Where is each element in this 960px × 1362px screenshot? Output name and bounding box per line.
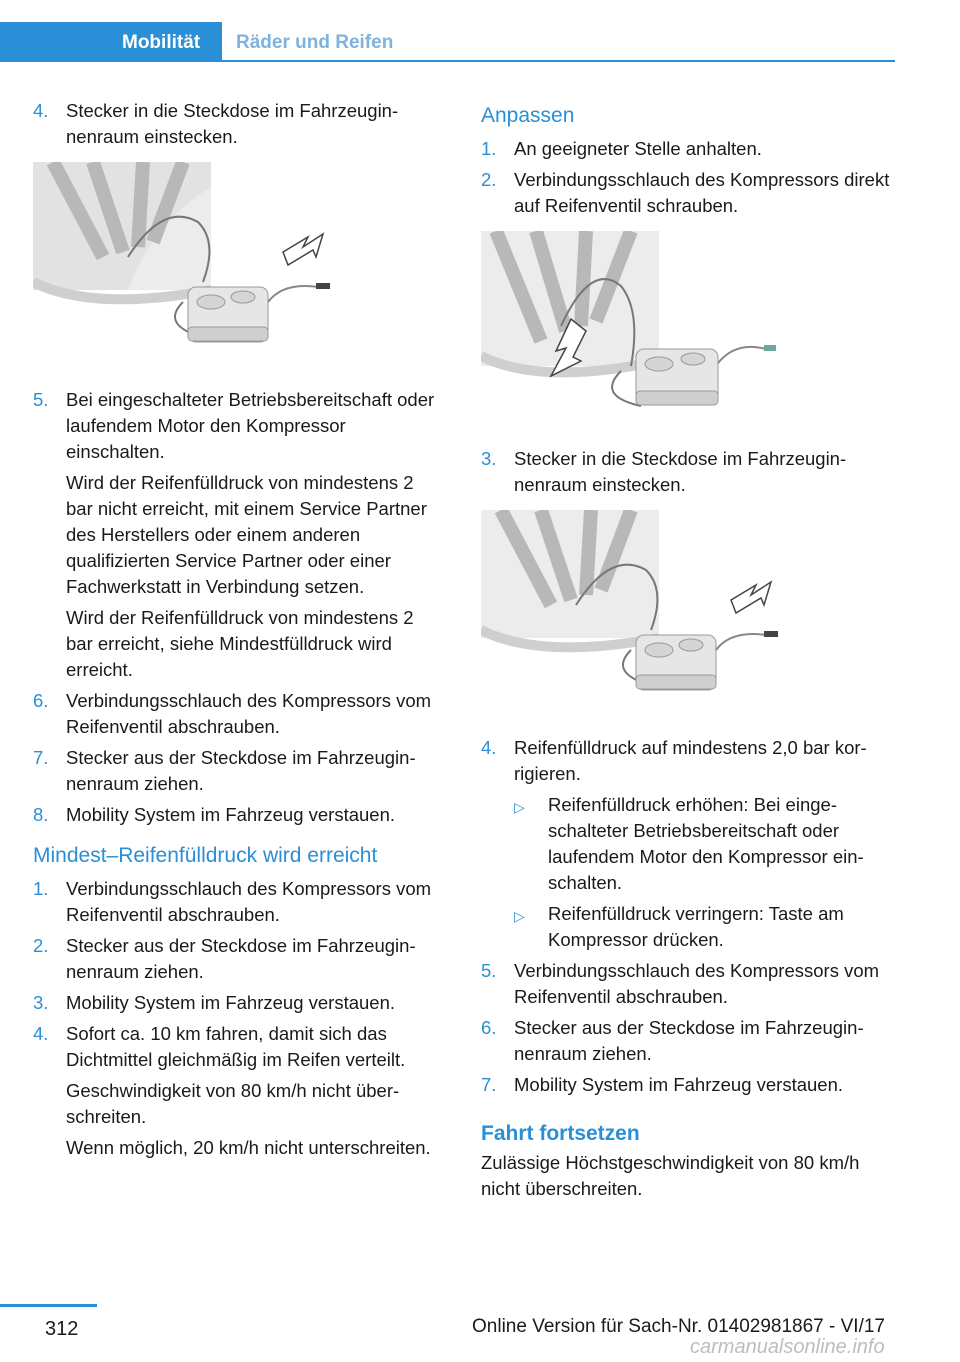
step-number: 5. <box>33 389 49 410</box>
step-paragraph: Geschwindigkeit von 80 km/h nicht überschreiten. <box>66 1080 400 1127</box>
compressor-figure <box>481 510 893 717</box>
bullet-text: Reifenfülldruck verringern: Taste am Kompressor drücken. <box>548 903 844 950</box>
bullet-item <box>514 901 893 953</box>
list-item <box>481 167 893 219</box>
step-text: Stecker in die Steckdose im Fahrzeuginnenraum einstecken. <box>66 100 399 147</box>
list-item <box>33 1021 445 1073</box>
step-text: Sofort ca. 10 km fahren, damit sich das Dichtmittel gleichmäßig im Reifen verteilt. <box>66 1023 406 1070</box>
list-item <box>481 958 893 1010</box>
list-item <box>33 387 445 465</box>
bullet-item <box>514 792 893 896</box>
step-text: Stecker aus der Steckdose im Fahrzeuginnenraum ziehen. <box>514 1017 864 1064</box>
step-number: 6. <box>481 1017 497 1038</box>
step-text: Verbindungsschlauch des Kompressors vom Reifenventil abschrauben. <box>514 960 880 1007</box>
bullet-text: Reifenfülldruck erhöhen: Bei eingeschalteter Betriebsbereitschaft oder laufendem Motor den Kompressor einschalten. <box>548 794 864 893</box>
step-number: 6. <box>33 690 49 711</box>
list-item <box>33 990 445 1016</box>
step-number: 4. <box>481 737 497 758</box>
page-number: 312 <box>45 1318 79 1340</box>
online-version-note: Online Version für Sach-Nr. 01402981867 - VI/17 <box>472 1316 885 1337</box>
step-text: Stecker in die Steckdose im Fahrzeuginnenraum einstecken. <box>514 448 847 495</box>
header-tabs <box>0 22 895 62</box>
step-text: Mobility System im Fahrzeug verstauen. <box>66 992 396 1013</box>
valve-figure <box>481 231 893 428</box>
section-heading: Fahrt fortsetzen <box>481 1122 640 1145</box>
list-item <box>481 1015 893 1067</box>
body-text: Zulässige Höchstgeschwindigkeit von 80 km/h nicht überschreiten. <box>481 1152 860 1199</box>
step-text: Bei eingeschalteter Betriebsbereitschaft oder laufendem Motor den Kompressor einschalten. <box>66 389 435 462</box>
step-number: 1. <box>33 878 49 899</box>
list-item <box>33 802 445 828</box>
compressor-figure <box>33 162 445 369</box>
triangle-right-icon: ▷ <box>514 799 525 815</box>
valve-illustration <box>481 231 791 421</box>
list-item <box>481 136 893 162</box>
section-heading: Mindest–Reifenfülldruck wird erreicht <box>33 844 378 867</box>
step-number: 8. <box>33 804 49 825</box>
tab-raeder-und-reifen[interactable]: Räder und Reifen <box>236 32 394 53</box>
step-number: 4. <box>33 100 49 121</box>
list-item <box>33 688 445 740</box>
step-number: 7. <box>481 1074 497 1095</box>
list-item <box>33 745 445 797</box>
step-paragraph: Wird der Reifenfülldruck von mindestens 2 bar erreicht, siehe Mindestfülldruck wird erreicht. <box>66 607 414 680</box>
compressor-illustration <box>481 510 791 710</box>
step-text: Stecker aus der Steckdose im Fahrzeuginnenraum ziehen. <box>66 747 416 794</box>
step-text: Verbindungsschlauch des Kompressors vom Reifenventil abschrauben. <box>66 878 432 925</box>
step-number: 3. <box>33 992 49 1013</box>
list-item <box>33 933 445 985</box>
step-text: Mobility System im Fahrzeug verstauen. <box>66 804 396 825</box>
list-item <box>481 1072 893 1098</box>
step-number: 1. <box>481 138 497 159</box>
step-number: 2. <box>33 935 49 956</box>
step-text: An geeigneter Stelle anhalten. <box>514 138 762 159</box>
right-column <box>481 98 893 1202</box>
section-heading: Anpassen <box>481 104 575 127</box>
step-number: 2. <box>481 169 497 190</box>
tab-mobilitaet[interactable]: Mobilität <box>0 22 222 62</box>
step-paragraph: Wenn möglich, 20 km/h nicht unterschreiten. <box>66 1137 431 1158</box>
page-number-bar <box>0 1304 97 1307</box>
step-paragraph: Wird der Reifenfülldruck von mindestens 2 bar nicht erreicht, mit einem Service Partner des Herstellers oder einem anderen qualifizierten Service Partner oder einer Fachwerkstatt in Verbindung setzen. <box>66 472 427 597</box>
header-divider <box>222 60 895 62</box>
step-text: Mobility System im Fahrzeug verstauen. <box>514 1074 844 1095</box>
step-number: 7. <box>33 747 49 768</box>
step-text: Reifenfülldruck auf mindestens 2,0 bar korrigieren. <box>514 737 867 784</box>
step-number: 3. <box>481 448 497 469</box>
list-item <box>33 98 445 150</box>
triangle-right-icon: ▷ <box>514 908 525 924</box>
list-item <box>481 446 893 498</box>
compressor-illustration <box>33 162 343 362</box>
watermark: carmanualsonline.info <box>690 1336 885 1358</box>
step-text: Verbindungsschlauch des Kompressors vom Reifenventil abschrauben. <box>66 690 432 737</box>
step-text: Stecker aus der Steckdose im Fahrzeuginnenraum ziehen. <box>66 935 416 982</box>
list-item <box>481 735 893 787</box>
list-item <box>33 876 445 928</box>
step-number: 5. <box>481 960 497 981</box>
step-text: Verbindungsschlauch des Kompressors direkt auf Reifenventil schrauben. <box>514 169 890 216</box>
left-column <box>33 98 445 1166</box>
step-number: 4. <box>33 1023 49 1044</box>
